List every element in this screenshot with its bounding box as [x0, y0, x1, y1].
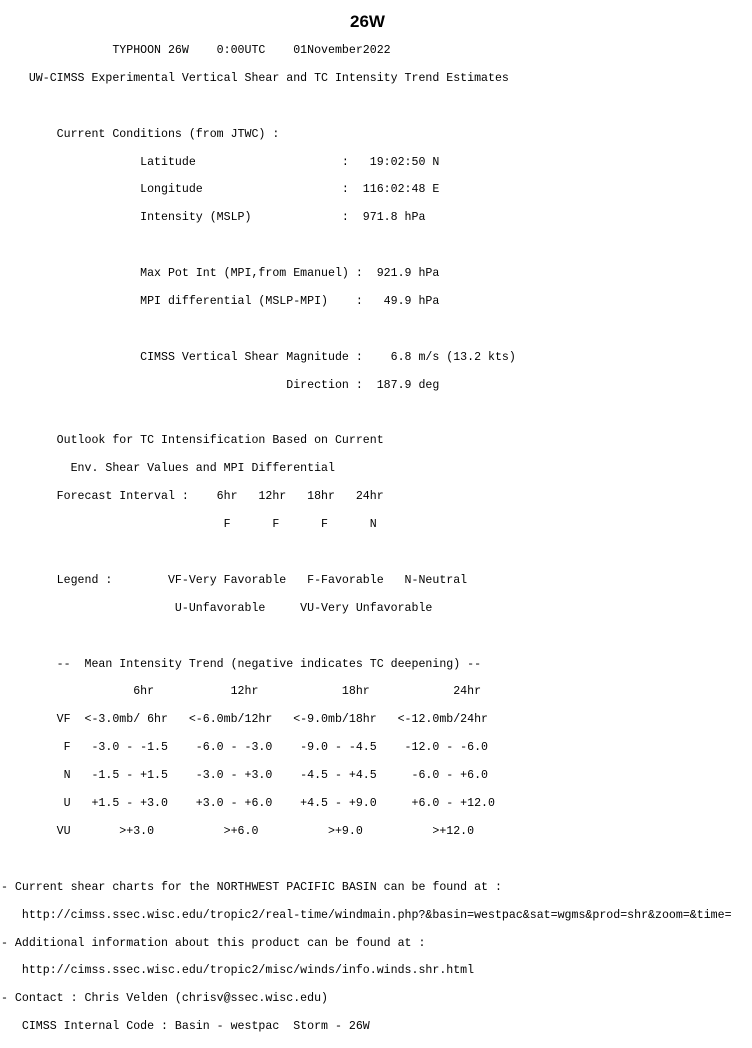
report-line: VF <-3.0mb/ 6hr <-6.0mb/12hr <-9.0mb/18hr <-12.0mb/24hr: [1, 713, 489, 727]
report-line: Outlook for TC Intensification Based on Current: [1, 434, 384, 448]
report-line: Forecast Interval : 6hr 12hr 18hr 24hr: [1, 490, 384, 504]
report-line: http://cimss.ssec.wisc.edu/tropic2/misc/winds/info.winds.shr.html: [1, 964, 475, 978]
report-line: - Current shear charts for the NORTHWEST PACIFIC BASIN can be found at :: [1, 880, 502, 894]
report-line: Env. Shear Values and MPI Differential: [1, 462, 335, 476]
report-line: 6hr 12hr 18hr 24hr: [1, 685, 482, 699]
report-text: [1, 44, 732, 1048]
report-line: Intensity (MSLP) : 971.8 hPa: [1, 211, 426, 225]
report-line: F -3.0 - -1.5 -6.0 - -3.0 -9.0 - -4.5 -12.0 - -6.0: [1, 741, 489, 755]
report-line: Current Conditions (from JTWC) :: [1, 127, 280, 141]
report-line: [1, 546, 732, 560]
report-line: Latitude : 19:02:50 N: [1, 155, 440, 169]
report-line: - Contact : Chris Velden (chrisv@ssec.wisc.edu): [1, 992, 328, 1006]
report-line: [1, 407, 732, 421]
report-line: Max Pot Int (MPI,from Emanuel) : 921.9 hPa: [1, 267, 440, 281]
report-line: U-Unfavorable VU-Very Unfavorable: [1, 601, 433, 615]
report-line: CIMSS Vertical Shear Magnitude : 6.8 m/s (13.2 kts): [1, 350, 516, 364]
page-title: 26W: [350, 12, 385, 31]
report-line: Longitude : 116:02:48 E: [1, 183, 440, 197]
report-line: -- Mean Intensity Trend (negative indicates TC deepening) --: [1, 657, 482, 671]
report-line: [1, 853, 732, 867]
report-line: Direction : 187.9 deg: [1, 378, 440, 392]
report-line: CIMSS Internal Code : Basin - westpac Storm - 26W: [1, 1020, 370, 1034]
report-line: N -1.5 - +1.5 -3.0 - +3.0 -4.5 - +4.5 -6.0 - +6.0: [1, 769, 489, 783]
report-line: Legend : VF-Very Favorable F-Favorable N-Neutral: [1, 573, 468, 587]
report-line: [1, 100, 732, 114]
report-line: [1, 323, 732, 337]
report-line: U +1.5 - +3.0 +3.0 - +6.0 +4.5 - +9.0 +6.0 - +12.0: [1, 797, 495, 811]
report-line: UW-CIMSS Experimental Vertical Shear and TC Intensity Trend Estimates: [1, 71, 509, 85]
report-line: [1, 630, 732, 644]
report-line: VU >+3.0 >+6.0 >+9.0 >+12.0: [1, 824, 475, 838]
report-line: [1, 239, 732, 253]
report-line: MPI differential (MSLP-MPI) : 49.9 hPa: [1, 295, 440, 309]
report-line: http://cimss.ssec.wisc.edu/tropic2/real-time/windmain.php?&basin=westpac&sat=wgms&prod=shr&zoom=&time=: [1, 908, 732, 922]
report-line: - Additional information about this product can be found at :: [1, 936, 426, 950]
report-line: TYPHOON 26W 0:00UTC 01November2022: [1, 44, 391, 57]
report-line: F F F N: [1, 518, 377, 532]
